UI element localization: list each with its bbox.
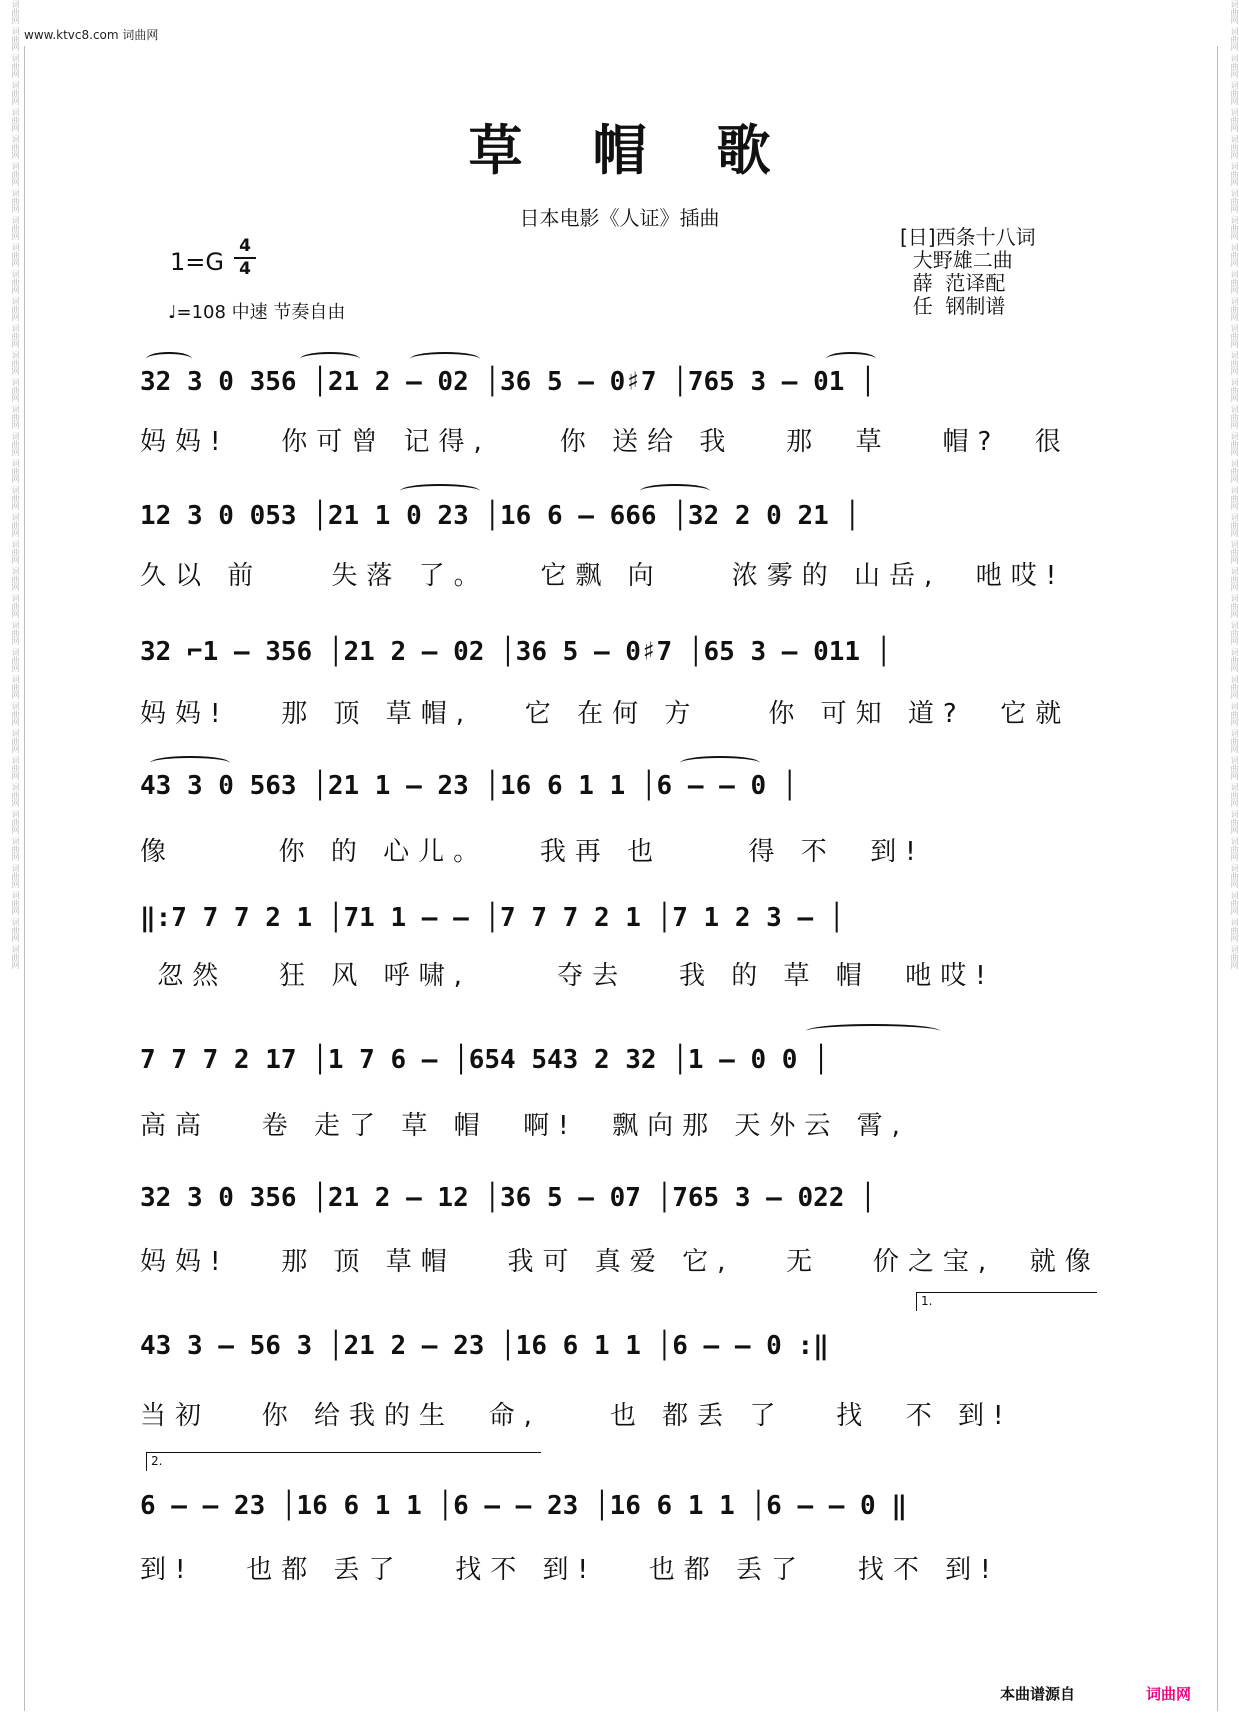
right-watermark-strip: 词曲网 词曲网 词曲网 词曲网 词曲网 词曲网 词曲网 词曲网 词曲网 词曲网 词曲网 词曲网 词曲网 词曲网 词曲网 词曲网 词曲网 词曲网 词曲网 词曲网 词曲网 词曲网 词曲网 词曲网 词曲网 词曲网 词曲网 词曲网 词曲网 词曲网 词曲网 词曲网 词曲网 词曲网 词曲网 词曲网 [1230,0,1239,969]
notation-row: 43 3 – 56 3 │21 2 – 23 │16 6 1 1 │6 – – 0 :‖ [140,1331,829,1361]
time-signature-top: 4 [239,236,251,256]
song-subtitle: 日本电影《人证》插曲 [519,206,720,230]
time-signature [234,238,256,278]
credit-lyricist: [日]西条十八词 [900,225,1036,249]
lyrics-row: 妈妈! 那 顶 草帽 我可 真爱 它, 无 价之宝, 就像 [140,1247,1100,1277]
notation-row: 32 3 0 356 │21 2 – 02 │36 5 – 0♯7 │765 3 – 01 │ [140,367,876,397]
notation-row: 6 – – 23 │16 6 1 1 │6 – – 23 │16 6 1 1 │6 – – 0 ‖ [140,1491,908,1521]
lyrics-row: 妈妈! 那 顶 草帽, 它 在何 方 你 可知 道? 它就 [140,699,1071,729]
footer-source-label: 本曲谱源自 [1000,1685,1076,1703]
lyrics-row: 妈妈! 你可曾 记得, 你 送给 我 那 草 帽? 很 [140,427,1070,457]
slur-mark [680,756,760,770]
slur-mark [400,484,480,498]
slur-mark [640,484,710,498]
song-title: 草帽歌 [468,118,841,182]
key-signature: 1=G [170,248,224,276]
slur-mark [300,352,360,366]
credit-translator: 薛 范译配 [900,271,1006,295]
slur-mark [150,756,230,770]
lyrics-row: 当初 你 给我的生 命, 也 都丢 了 找 不 到! [140,1401,1013,1431]
slur-mark [826,352,876,366]
notation-row: ‖:7 7 7 2 1 │71 1 – – │7 7 7 2 1 │7 1 2 3 – │ [140,903,845,933]
notation-row: 32 ⌐1 – 356 │21 2 – 02 │36 5 – 0♯7 │65 3 – 011 │ [140,637,892,667]
notation-row: 32 3 0 356 │21 2 – 12 │36 5 – 07 │765 3 – 022 │ [140,1183,876,1213]
left-watermark-strip: 词曲网 词曲网 词曲网 词曲网 词曲网 词曲网 词曲网 词曲网 词曲网 词曲网 词曲网 词曲网 词曲网 词曲网 词曲网 词曲网 词曲网 词曲网 词曲网 词曲网 词曲网 词曲网 词曲网 词曲网 词曲网 词曲网 词曲网 词曲网 词曲网 词曲网 词曲网 词曲网 词曲网 词曲网 词曲网 词曲网 [11,0,20,969]
time-signature-bottom: 4 [239,259,251,279]
lyrics-row: 忽然 狂 风 呼啸, 夺去 我 的 草 帽 吔哎! [140,961,995,991]
notation-row: 12 3 0 053 │21 1 0 23 │16 6 – 666 │32 2 0 21 │ [140,501,861,531]
lyrics-row: 高高 卷 走了 草 帽 啊! 飘向那 天外云 霄, [140,1111,909,1141]
footer-site-link[interactable]: 词曲网 [1146,1685,1192,1703]
credits [900,226,1036,318]
source-url: www.ktvc8.com 词曲网 [24,28,159,42]
first-ending-bracket: 1. [916,1292,1097,1311]
slur-mark [806,1024,940,1038]
second-ending-bracket: 2. [146,1452,541,1471]
lyrics-row: 久以 前 失落 了。 它飘 向 浓雾的 山岳, 吔哎! [140,561,1066,591]
notation-row: 43 3 0 563 │21 1 – 23 │16 6 1 1 │6 – – 0 │ [140,771,798,801]
tempo-marking: ♩=108 中速 节奏自由 [168,302,346,323]
lyrics-row: 到! 也都 丢了 找不 到! 也都 丢了 找不 到! [140,1555,1000,1585]
slur-mark [410,352,480,366]
credit-transcriber: 任 钢制谱 [900,294,1006,318]
notation-row: 7 7 7 2 17 │1 7 6 – │654 543 2 32 │1 – 0 0 │ [140,1045,829,1075]
lyrics-row: 像 你 的 心儿。 我再 也 得 不 到! [140,837,925,867]
credit-composer: 大野雄二曲 [900,248,1013,272]
slur-mark [146,352,192,366]
